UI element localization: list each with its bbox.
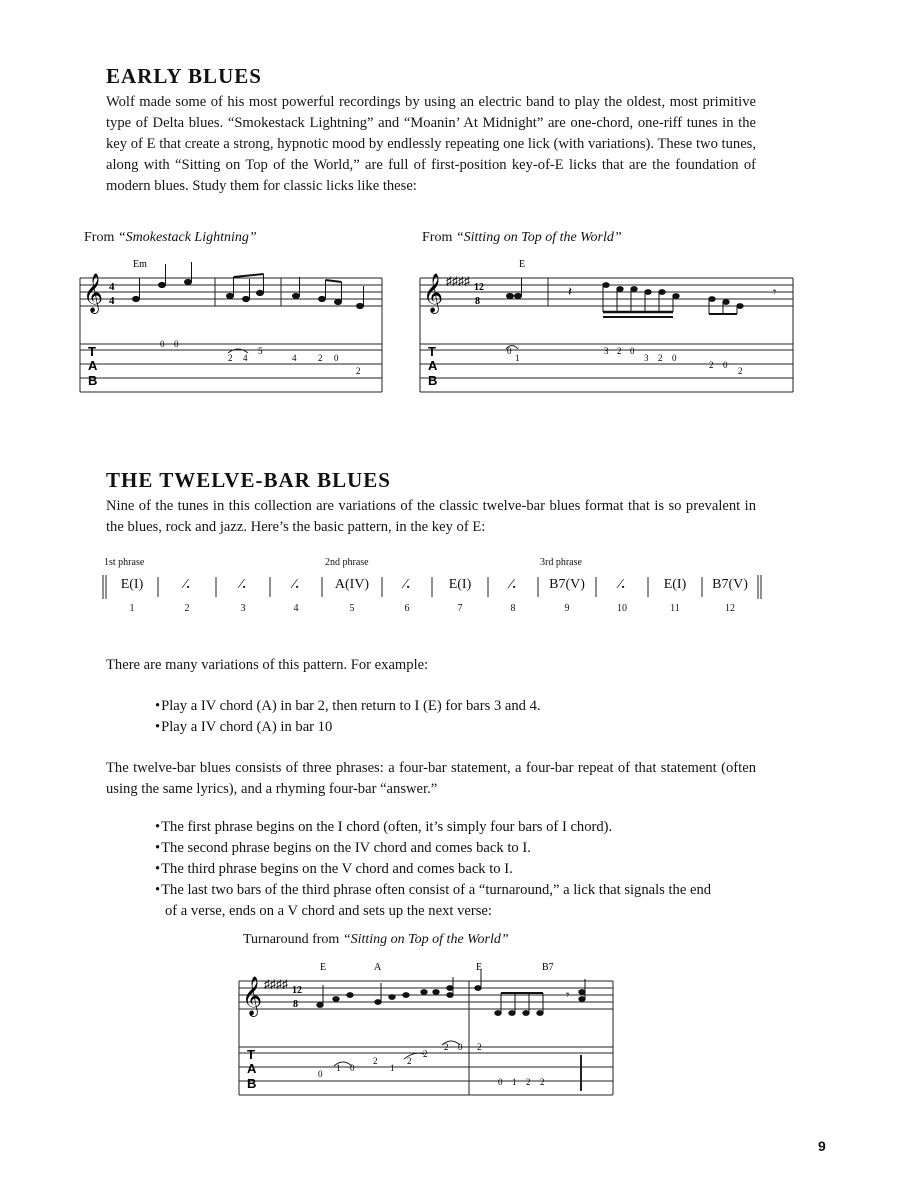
chart-bar-1: E(I) [120, 577, 144, 592]
section-title-early-blues: EARLY BLUES [106, 64, 262, 88]
example3-caption [243, 932, 509, 948]
bar-number: 3 [240, 603, 246, 614]
example3-notation [236, 955, 618, 1100]
early-blues-paragraph: Wolf made some of his most powerful recordings by using an electric band to play the oldest, most primitive type of Delta blues. “Smokestack Lightning” and “Moanin’ At Midnight” are one-chord, one-riff tunes in the key of E that create a strong, hypnotic mood by endlessly repeating one lick (with variations). These two tunes, along with “Sitting on Top of the World,” are full of first-position key-of-E licks that are the foundation of modern blues. Study them for classic licks like these: [106, 94, 756, 194]
chord-symbol: E [519, 259, 526, 270]
phrases-list [155, 817, 715, 922]
tab-number: 0 [672, 353, 677, 363]
treble-clef-icon: 𝄞 [423, 275, 444, 312]
phrase-label-2: 2nd phrase [325, 557, 369, 568]
bar-number: 5 [349, 603, 355, 614]
tab-number: 2 [738, 366, 743, 376]
chord-symbol: B7 [542, 962, 554, 973]
rest-icon: 𝄾 [566, 987, 570, 1002]
chart-bar-4: ⁄. [293, 577, 299, 592]
list-item: • Play a IV chord (A) in bar 10 [155, 717, 755, 738]
chord-symbol: Em [133, 259, 147, 270]
chart-bar-11: E(I) [663, 577, 687, 592]
tab-letter-b: B [88, 373, 98, 388]
tab-number: 2 [228, 353, 233, 363]
bar-number: 1 [129, 603, 135, 614]
list-item: • The last two bars of the third phrase often consist of a “turnaround,” a lick that signals the end of a verse, ends on a V chord and sets up the next verse: [155, 880, 715, 922]
tab-letter-a: A [247, 1061, 257, 1076]
tab-letter-t: T [247, 1047, 255, 1062]
tab-number: 2 [407, 1056, 412, 1066]
bar-number: 11 [670, 603, 680, 614]
time-sig-top: 4 [109, 281, 115, 293]
bar-number: 2 [184, 603, 190, 614]
tab-number: 2 [444, 1042, 449, 1052]
tab-letter-a: A [428, 358, 438, 373]
chart-bar-12: B7(V) [712, 577, 748, 592]
bar-number: 12 [725, 603, 735, 614]
tab-number: 2 [423, 1049, 428, 1059]
chart-bar-10: ⁄. [619, 577, 625, 592]
chart-bar-8: ⁄. [510, 577, 516, 592]
tab-number: 2 [318, 353, 323, 363]
tab-number: 1 [336, 1063, 341, 1073]
tab-number: 0 [174, 339, 179, 349]
variations-list [155, 696, 755, 738]
tab-number: 2 [526, 1077, 531, 1087]
treble-clef-icon: 𝄞 [83, 275, 104, 312]
example2-caption [422, 230, 622, 246]
tab-number: 1 [512, 1077, 517, 1087]
sharp-icon: ♯♯♯♯ [264, 977, 288, 991]
rest-icon: 𝄽 [568, 284, 572, 299]
tab-number: 4 [292, 353, 297, 363]
bar-number: 6 [404, 603, 410, 614]
tab-number: 2 [540, 1077, 545, 1087]
tab-number: 2 [617, 346, 622, 356]
example2-caption-title: “Sitting on Top of the World” [455, 230, 622, 245]
time-sig-top: 12 [474, 282, 484, 293]
chart-bar-7: E(I) [448, 577, 472, 592]
tab-number: 0 [160, 339, 165, 349]
chart-bar-6: ⁄. [404, 577, 410, 592]
example1-caption-title: “Smokestack Lightning” [117, 230, 257, 245]
bar-number: 7 [457, 603, 463, 614]
section-title-twelve-bar-blues: THE TWELVE-BAR BLUES [106, 468, 391, 492]
phrases-paragraph: The twelve-bar blues consists of three phrases: a four-bar statement, a four-bar repeat of that statement (often using the same lyrics), and a rhyming four-bar “answer.” [106, 760, 756, 797]
list-item: • The second phrase begins on the IV chord and comes back to I. [155, 838, 715, 859]
bar-number: 8 [510, 603, 516, 614]
treble-clef-icon: 𝄞 [242, 978, 263, 1015]
time-sig-top: 12 [292, 985, 302, 996]
phrase-label-1: 1st phrase [104, 557, 145, 568]
example1-notation [78, 252, 390, 397]
tab-number: 2 [658, 353, 663, 363]
tab-letter-t: T [428, 344, 436, 359]
tab-number: 0 [334, 353, 339, 363]
tab-number: 2 [373, 1056, 378, 1066]
twelve-bar-paragraph: Nine of the tunes in this collection are variations of the classic twelve-bar blues format that is so prevalent in the blues, rock and jazz. Here’s the basic pattern, in the key of E: [106, 498, 756, 535]
time-sig-bottom: 8 [475, 296, 480, 307]
sharp-icon: ♯♯♯♯ [446, 274, 470, 288]
example2-notation [418, 252, 798, 397]
tab-number: 4 [243, 353, 248, 363]
tab-number: 2 [709, 360, 714, 370]
tab-number: 5 [258, 346, 263, 356]
chart-bar-3: ⁄. [240, 577, 246, 592]
tab-letter-a: A [88, 358, 98, 373]
page-number: 9 [818, 1138, 826, 1154]
tab-letter-b: B [428, 373, 438, 388]
time-sig-bottom: 4 [109, 295, 115, 307]
tab-number: 3 [644, 353, 649, 363]
tab-number: 3 [604, 346, 609, 356]
chart-bar-5: A(IV) [334, 577, 370, 592]
chart-bar-2: ⁄. [184, 577, 190, 592]
phrase-label-3: 3rd phrase [540, 557, 582, 568]
tab-letter-t: T [88, 344, 96, 359]
tab-number: 0 [498, 1077, 503, 1087]
bar-number: 4 [293, 603, 299, 614]
chord-symbol: A [374, 962, 382, 973]
chart-bar-9: B7(V) [549, 577, 585, 592]
tab-number: 2 [356, 366, 361, 376]
tab-number: 0 [723, 360, 728, 370]
tab-number: 1 [515, 353, 520, 363]
tab-number: 0 [350, 1063, 355, 1073]
example1-caption [84, 230, 257, 246]
tab-number: 2 [477, 1042, 482, 1052]
example3-caption-prefix: Turnaround from [243, 932, 343, 947]
tab-letter-b: B [247, 1076, 257, 1091]
example1-caption-prefix: From [84, 230, 118, 245]
twelve-bar-chart [100, 553, 765, 623]
tab-number: 0 [507, 346, 512, 356]
list-item: • Play a IV chord (A) in bar 2, then return to I (E) for bars 3 and 4. [155, 696, 755, 717]
time-sig-bottom: 8 [293, 999, 298, 1010]
rest-icon: 𝄾 [773, 284, 777, 299]
bar-number: 9 [564, 603, 570, 614]
tab-number: 0 [630, 346, 635, 356]
example3-caption-title: “Sitting on Top of the World” [342, 932, 509, 947]
list-item: • The first phrase begins on the I chord (often, it’s simply four bars of I chord). [155, 817, 715, 838]
tab-number: 1 [390, 1063, 395, 1073]
bar-number: 10 [617, 603, 627, 614]
list-item: • The third phrase begins on the V chord and comes back to I. [155, 859, 715, 880]
variations-intro: There are many variations of this pattern. For example: [106, 657, 429, 673]
tab-number: 0 [458, 1042, 463, 1052]
example2-caption-prefix: From [422, 230, 456, 245]
chord-symbol: E [320, 962, 327, 973]
chord-symbol: E [476, 962, 483, 973]
tab-number: 0 [318, 1069, 323, 1079]
